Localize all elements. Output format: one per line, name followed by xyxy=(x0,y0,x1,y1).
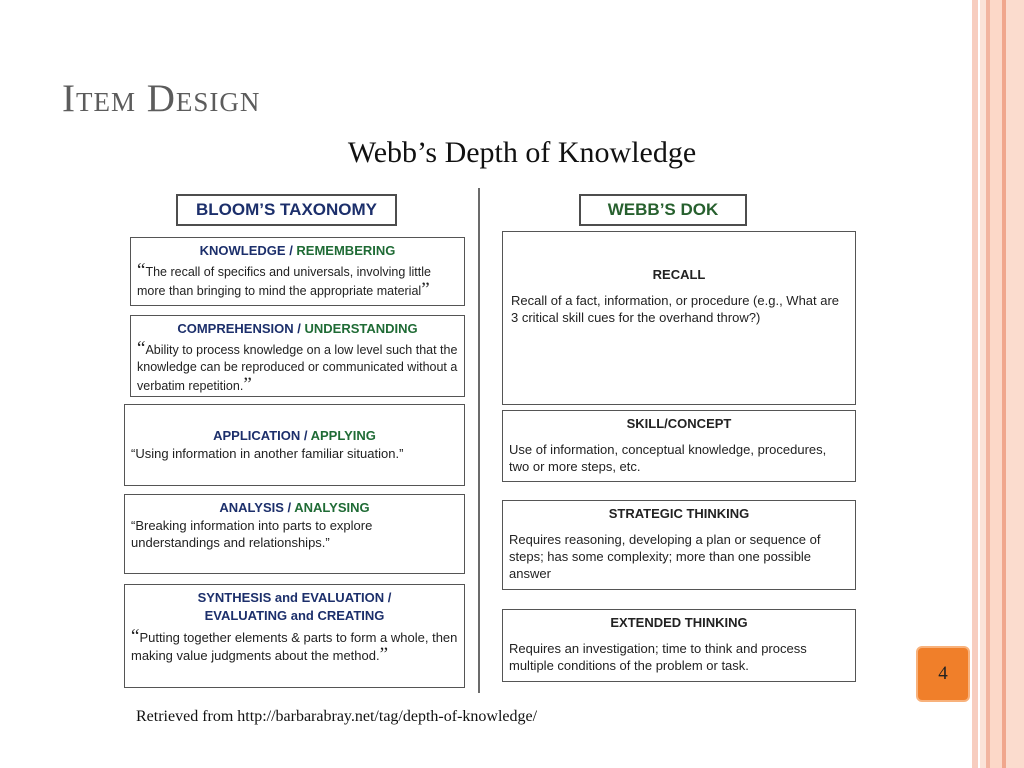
webb-box-title: STRATEGIC THINKING xyxy=(608,506,750,521)
quote-mark: “ xyxy=(137,260,146,281)
bloom-title-old: APPLICATION xyxy=(213,428,301,443)
bloom-title-sep: / xyxy=(300,428,311,443)
bloom-box-title xyxy=(131,499,458,517)
bloom-text: Ability to process knowledge on a low level such that the knowledge can be reproduced or communicated without a verbatim repetition. xyxy=(137,343,458,393)
bloom-text: The recall of specifics and universals, involving little more than bringing to mind the appropriate material xyxy=(137,265,431,298)
quote-mark: ” xyxy=(243,374,252,395)
bloom-box-synthesis xyxy=(124,584,465,688)
bloom-title-old: ANALYSIS xyxy=(219,500,284,515)
webb-box-title: EXTENDED THINKING xyxy=(610,615,748,630)
webb-box-text: Requires an investigation; time to think and process multiple conditions of the problem or task. xyxy=(509,641,807,673)
bloom-title-sep: / xyxy=(285,243,297,258)
quote-mark: “ xyxy=(131,626,140,647)
slide-subtitle: Webb’s Depth of Knowledge xyxy=(347,136,697,169)
decorative-stripe xyxy=(990,0,1002,768)
webb-box-skill-concept xyxy=(502,410,856,482)
bloom-box-text xyxy=(137,340,458,395)
webb-box-title: SKILL/CONCEPT xyxy=(626,416,732,431)
webb-box-extended-thinking xyxy=(502,609,856,682)
bloom-box-title-line1: SYNTHESIS and EVALUATION / xyxy=(197,590,392,605)
quote-mark: ” xyxy=(421,279,430,300)
webb-box-text: Requires reasoning, developing a plan or sequence of steps; has some complexity; more than one possible answer xyxy=(509,532,821,581)
bloom-box-application xyxy=(124,404,465,486)
webb-box-title: RECALL xyxy=(652,267,706,282)
bloom-box-text: “Breaking information into parts to explore understandings and relationships.” xyxy=(131,518,373,550)
bloom-title-sep: / xyxy=(293,321,305,336)
decorative-stripe xyxy=(972,0,978,768)
bloom-title-old: COMPREHENSION xyxy=(177,321,294,336)
webb-box-text: Use of information, conceptual knowledge, procedures, two or more steps, etc. xyxy=(509,442,827,474)
bloom-title-old: KNOWLEDGE xyxy=(199,243,286,258)
bloom-box-text xyxy=(137,262,458,300)
webb-box-text: Recall of a fact, information, or procedure (e.g., What are 3 critical skill cues for the overhand throw?) xyxy=(511,293,840,325)
slide-title: Item Design xyxy=(62,77,261,120)
decorative-stripe xyxy=(1006,0,1024,768)
source-citation: Retrieved from http://barbarabray.net/tag/depth-of-knowledge/ xyxy=(136,708,538,725)
webb-box-strategic-thinking xyxy=(502,500,856,590)
bloom-box-title xyxy=(137,242,458,260)
bloom-box-title-line2: EVALUATING and CREATING xyxy=(204,608,385,623)
page-number-badge: 4 xyxy=(916,646,970,702)
bloom-box-text xyxy=(131,628,458,664)
bloom-box-analysis xyxy=(124,494,465,574)
bloom-box-knowledge xyxy=(130,237,465,306)
bloom-title-sep: / xyxy=(283,500,295,515)
bloom-title-new: REMEMBERING xyxy=(296,243,396,258)
bloom-box-text: “Using information in another familiar situation.” xyxy=(131,446,404,461)
bloom-header: BLOOM’S TAXONOMY xyxy=(176,194,397,226)
bloom-title-new: APPLYING xyxy=(310,428,376,443)
bloom-box-comprehension xyxy=(130,315,465,397)
bloom-box-title xyxy=(137,320,458,338)
quote-mark: ” xyxy=(379,644,389,665)
webb-header: WEBB’S DOK xyxy=(579,194,747,226)
column-divider xyxy=(478,188,480,693)
bloom-box-title xyxy=(131,427,458,445)
quote-mark: “ xyxy=(137,338,146,359)
bloom-title-new: UNDERSTANDING xyxy=(304,321,418,336)
bloom-text: Putting together elements & parts to form a whole, then making value judgments about the method. xyxy=(131,630,458,663)
bloom-title-new: ANALYSING xyxy=(294,500,370,515)
webb-box-recall xyxy=(502,231,856,405)
